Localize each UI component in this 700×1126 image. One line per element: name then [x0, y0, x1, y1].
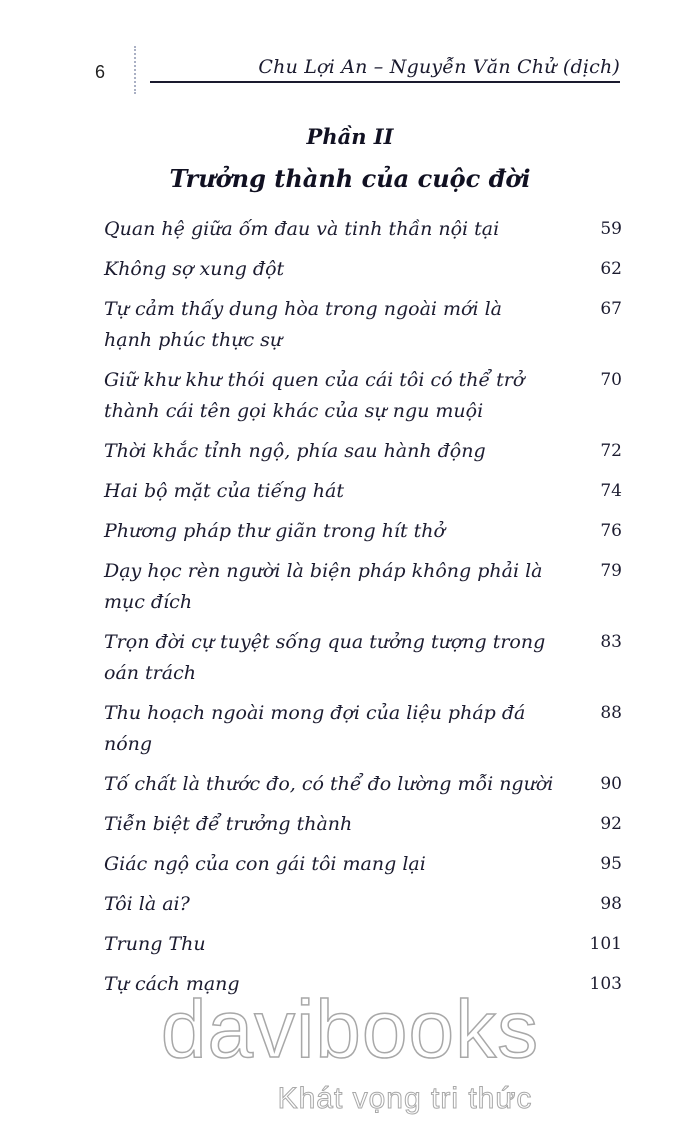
running-head: Chu Lợi An – Nguyễn Văn Chử (dịch): [258, 56, 620, 78]
dotted-rule: [134, 46, 136, 94]
watermark-tagline: Khát vọng tri thức: [277, 1082, 533, 1115]
toc-entry-page: 103: [589, 974, 622, 994]
toc-entry-page: 90: [600, 774, 622, 794]
toc-entry-title: Thu hoạch ngoài mong đợi của liệu pháp đá nóng: [104, 702, 526, 755]
toc-entry-page: 88: [600, 703, 622, 723]
toc-entry: [104, 809, 622, 840]
toc-entry-title: Tố chất là thước đo, có thể đo lường mỗi người: [104, 773, 554, 795]
toc-entry-page: 74: [600, 481, 622, 501]
part-label: Phần II: [306, 124, 394, 149]
toc-entry-title: Tôi là ai?: [104, 893, 190, 915]
toc-entry: [104, 929, 622, 960]
toc-entry-title: Tiễn biệt để trưởng thành: [104, 813, 353, 835]
toc-entry-title: Quan hệ giữa ốm đau và tinh thần nội tại: [104, 218, 500, 240]
toc-entry: [104, 436, 622, 467]
toc-entry-page: 72: [600, 441, 622, 461]
header-rule: [150, 81, 620, 83]
toc-entry: [104, 698, 622, 760]
toc-entry-page: 70: [600, 370, 622, 390]
table-of-contents: [104, 214, 622, 1009]
toc-entry-page: 59: [600, 219, 622, 239]
toc-entry-page: 98: [600, 894, 622, 914]
toc-entry: [104, 556, 622, 618]
toc-entry-title: Phương pháp thư giãn trong hít thở: [104, 520, 445, 542]
toc-entry: [104, 627, 622, 689]
part-title: Trưởng thành của cuộc đời: [169, 164, 531, 193]
toc-entry-title: Tự cách mạng: [104, 973, 240, 995]
toc-entry: [104, 365, 622, 427]
toc-entry-title: Tự cảm thấy dung hòa trong ngoài mới là hạnh phúc thực sự: [104, 298, 502, 351]
toc-entry: [104, 254, 622, 285]
toc-entry-page: 95: [600, 854, 622, 874]
toc-entry-page: 62: [600, 259, 622, 279]
toc-entry-title: Dạy học rèn người là biện pháp không phải là mục đích: [104, 560, 543, 613]
watermark-brand: davibooks: [160, 984, 540, 1075]
toc-entry-title: Giác ngộ của con gái tôi mang lại: [104, 853, 426, 875]
toc-entry-page: 92: [600, 814, 622, 834]
toc-entry-title: Giữ khư khư thói quen của cái tôi có thể trở thành cái tên gọi khác của sự ngu muội: [104, 369, 525, 422]
toc-entry-title: Trọn đời cự tuyệt sống qua tưởng tượng trong oán trách: [104, 631, 546, 684]
toc-entry: [104, 516, 622, 547]
toc-entry-page: 101: [589, 934, 622, 954]
toc-entry: [104, 849, 622, 880]
toc-entry: [104, 214, 622, 245]
toc-entry-title: Thời khắc tỉnh ngộ, phía sau hành động: [104, 440, 486, 462]
toc-entry-title: Không sợ xung đột: [104, 258, 285, 280]
toc-entry: [104, 476, 622, 507]
page-number: 6: [95, 62, 106, 82]
toc-entry-page: 83: [600, 632, 622, 652]
toc-entry-page: 76: [600, 521, 622, 541]
toc-entry-title: Trung Thu: [104, 933, 206, 955]
toc-entry-page: 79: [600, 561, 622, 581]
toc-entry-page: 67: [600, 299, 622, 319]
toc-entry: [104, 889, 622, 920]
toc-entry-title: Hai bộ mặt của tiếng hát: [104, 480, 344, 502]
toc-entry: [104, 769, 622, 800]
toc-entry: [104, 294, 622, 356]
